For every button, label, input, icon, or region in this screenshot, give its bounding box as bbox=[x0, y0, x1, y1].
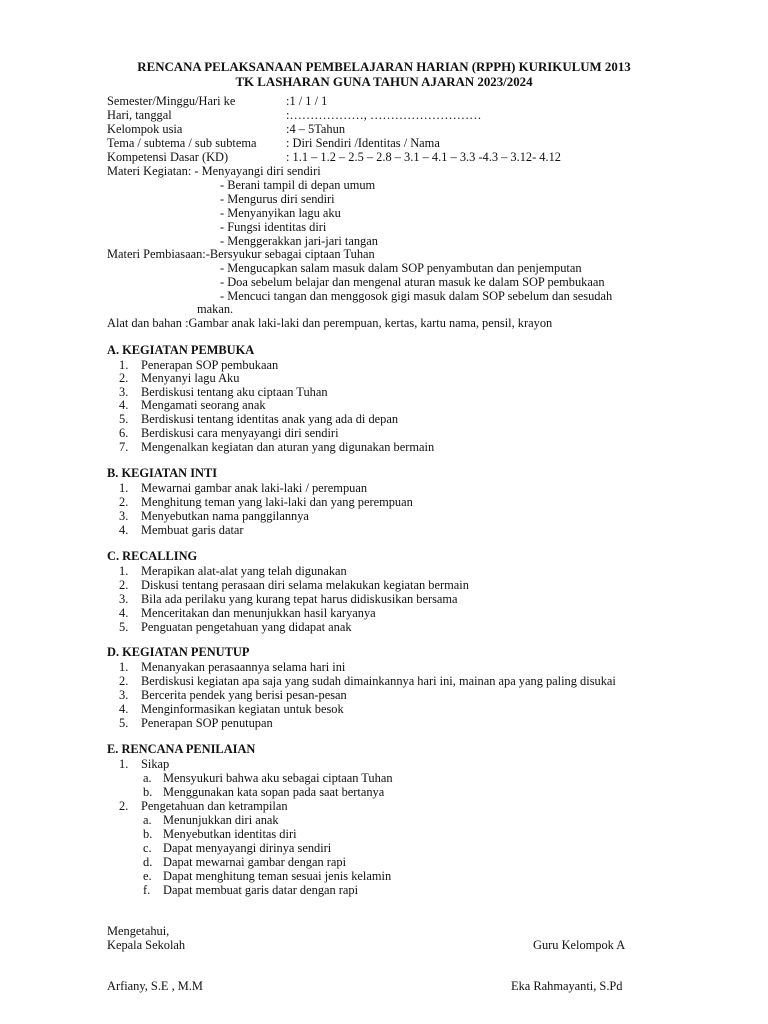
identity-label: Kompetensi Dasar (KD) bbox=[107, 150, 229, 164]
list-number: 2. bbox=[119, 674, 129, 688]
document-title-line2: TK LASHARAN GUNA TAHUN AJARAN 2023/2024 bbox=[235, 75, 533, 89]
list-number: 4. bbox=[119, 523, 129, 537]
kepala-sekolah-title: Kepala Sekolah bbox=[107, 938, 186, 952]
list-number: 4. bbox=[119, 398, 129, 412]
list-letter: a. bbox=[143, 813, 152, 827]
list-item: Pengetahuan dan ketrampilan bbox=[141, 799, 288, 813]
list-number: 2. bbox=[119, 495, 129, 509]
list-item: Menghitung teman yang laki-laki dan yang perempuan bbox=[141, 495, 413, 509]
list-item: Mensyukuri bahwa aku sebagai ciptaan Tuhan bbox=[163, 771, 393, 785]
identity-value: :………………, ……………………… bbox=[286, 108, 482, 122]
list-number: 3. bbox=[119, 385, 129, 399]
section-heading: D. KEGIATAN PENUTUP bbox=[107, 645, 250, 659]
identity-label: Semester/Minggu/Hari ke bbox=[107, 94, 236, 108]
mengetahui-label: Mengetahui, bbox=[107, 924, 170, 938]
list-number: 4. bbox=[119, 702, 129, 716]
list-item: Membuat garis datar bbox=[141, 523, 244, 537]
list-number: 5. bbox=[119, 620, 129, 634]
list-item: Menyebutkan nama panggilannya bbox=[141, 509, 309, 523]
materi-kegiatan-item: - Mengurus diri sendiri bbox=[220, 192, 335, 206]
list-item: Berdiskusi cara menyayangi diri sendiri bbox=[141, 426, 339, 440]
identity-value: : Diri Sendiri /Identitas / Nama bbox=[286, 136, 440, 150]
materi-pembiasaan-label: Materi Pembiasaan:-Bersyukur sebagai ciptaan Tuhan bbox=[107, 247, 375, 261]
list-item: Menceritakan dan menunjukkan hasil karyanya bbox=[141, 606, 376, 620]
list-letter: b. bbox=[143, 785, 153, 799]
list-item: Berdiskusi tentang aku ciptaan Tuhan bbox=[141, 385, 328, 399]
list-item: Sikap bbox=[141, 757, 170, 771]
list-item: Menginformasikan kegiatan untuk besok bbox=[141, 702, 344, 716]
identity-value: : 1.1 – 1.2 – 2.5 – 2.8 – 3.1 – 4.1 – 3.3 -4.3 – 3.12- 4.12 bbox=[286, 150, 561, 164]
list-number: 5. bbox=[119, 716, 129, 730]
identity-value: :1 / 1 / 1 bbox=[286, 94, 328, 108]
materi-kegiatan-item: - Menggerakkan jari-jari tangan bbox=[220, 234, 378, 248]
materi-kegiatan-label: Materi Kegiatan: - Menyayangi diri sendiri bbox=[107, 164, 321, 178]
list-item: Menanyakan perasaannya selama hari ini bbox=[141, 660, 346, 674]
section-heading: A. KEGIATAN PEMBUKA bbox=[107, 343, 255, 357]
list-item: Dapat menghitung teman sesuai jenis kelamin bbox=[163, 869, 392, 883]
list-number: 1. bbox=[119, 358, 129, 372]
identity-value: :4 – 5Tahun bbox=[286, 122, 346, 136]
identity-label: Tema / subtema / sub subtema bbox=[107, 136, 257, 150]
list-number: 3. bbox=[119, 592, 129, 606]
section-heading: C. RECALLING bbox=[107, 549, 198, 563]
list-item: Berdiskusi tentang identitas anak yang ada di depan bbox=[141, 412, 399, 426]
list-letter: f. bbox=[143, 883, 151, 897]
list-item: Menunjukkan diri anak bbox=[163, 813, 279, 827]
list-number: 1. bbox=[119, 660, 129, 674]
list-number: 3. bbox=[119, 509, 129, 523]
document-title-line1: RENCANA PELAKSANAAN PEMBELAJARAN HARIAN (RPPH) KURIKULUM 2013 bbox=[137, 60, 631, 74]
list-item: Penerapan SOP penutupan bbox=[141, 716, 273, 730]
list-letter: b. bbox=[143, 827, 153, 841]
list-letter: c. bbox=[143, 841, 152, 855]
section-heading: E. RENCANA PENILAIAN bbox=[107, 742, 256, 756]
list-item: Bercerita pendek yang berisi pesan-pesan bbox=[141, 688, 347, 702]
list-number: 2. bbox=[119, 578, 129, 592]
list-letter: d. bbox=[143, 855, 153, 869]
list-item: Diskusi tentang perasaan diri selama melakukan kegiatan bermain bbox=[141, 578, 469, 592]
list-number: 7. bbox=[119, 440, 129, 454]
identity-label: Hari, tanggal bbox=[107, 108, 172, 122]
alat-bahan: Alat dan bahan :Gambar anak laki-laki dan perempuan, kertas, kartu nama, pensil, krayon bbox=[107, 316, 553, 330]
list-number: 5. bbox=[119, 412, 129, 426]
list-number: 3. bbox=[119, 688, 129, 702]
list-letter: e. bbox=[143, 869, 152, 883]
list-item: Dapat menyayangi dirinya sendiri bbox=[163, 841, 332, 855]
list-number: 2. bbox=[119, 799, 129, 813]
list-item: Mewarnai gambar anak laki-laki / perempuan bbox=[141, 481, 368, 495]
kepala-sekolah-name: Arfiany, S.E , M.M bbox=[107, 979, 203, 993]
list-number: 4. bbox=[119, 606, 129, 620]
guru-kelompok-name: Eka Rahmayanti, S.Pd bbox=[511, 979, 623, 993]
list-item: Penguatan pengetahuan yang didapat anak bbox=[141, 620, 352, 634]
list-number: 6. bbox=[119, 426, 129, 440]
list-number: 2. bbox=[119, 371, 129, 385]
list-number: 1. bbox=[119, 481, 129, 495]
materi-pembiasaan-item: - Doa sebelum belajar dan mengenal aturan masuk ke dalam SOP pembukaan bbox=[220, 275, 605, 289]
list-item: Menyanyi lagu Aku bbox=[141, 371, 240, 385]
list-item: Menggunakan kata sopan pada saat bertanya bbox=[163, 785, 385, 799]
list-number: 1. bbox=[119, 564, 129, 578]
materi-pembiasaan-item: - Mencuci tangan dan menggosok gigi masuk dalam SOP sebelum dan sesudah bbox=[220, 289, 613, 303]
list-letter: a. bbox=[143, 771, 152, 785]
materi-kegiatan-item: - Menyanyikan lagu aku bbox=[220, 206, 341, 220]
materi-kegiatan-item: - Fungsi identitas diri bbox=[220, 220, 327, 234]
materi-pembiasaan-continuation: makan. bbox=[197, 302, 234, 316]
materi-kegiatan-item: - Berani tampil di depan umum bbox=[220, 178, 376, 192]
list-item: Penerapan SOP pembukaan bbox=[141, 358, 279, 372]
list-item: Berdiskusi kegiatan apa saja yang sudah dimainkannya hari ini, mainan apa yang paling disukai bbox=[141, 674, 616, 688]
list-item: Menyebutkan identitas diri bbox=[163, 827, 297, 841]
list-item: Bila ada perilaku yang kurang tepat harus didiskusikan bersama bbox=[141, 592, 458, 606]
list-item: Mengenalkan kegiatan dan aturan yang digunakan bermain bbox=[141, 440, 435, 454]
section-heading: B. KEGIATAN INTI bbox=[107, 466, 218, 480]
list-item: Dapat membuat garis datar dengan rapi bbox=[163, 883, 359, 897]
list-item: Dapat mewarnai gambar dengan rapi bbox=[163, 855, 347, 869]
identity-label: Kelompok usia bbox=[107, 122, 183, 136]
materi-pembiasaan-item: - Mengucapkan salam masuk dalam SOP penyambutan dan penjemputan bbox=[220, 261, 582, 275]
list-item: Mengamati seorang anak bbox=[141, 398, 266, 412]
guru-kelompok-title: Guru Kelompok A bbox=[533, 938, 626, 952]
list-number: 1. bbox=[119, 757, 129, 771]
list-item: Merapikan alat-alat yang telah digunakan bbox=[141, 564, 347, 578]
